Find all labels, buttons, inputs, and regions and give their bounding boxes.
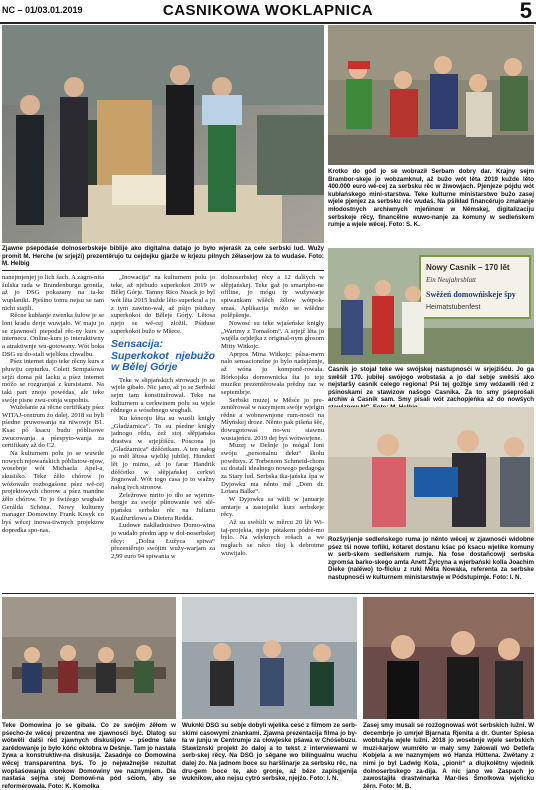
paragraph: Ku kóncoju lěta su wuzili knigły „Gładźarnica“. To su pśedne knigły jadnogo rědu, źež stoj słěpjańska drastwa w srjejźišću. Póscona jo „Gładźarnica“ dźěćetkam. A ten nałog jo měł lětosa wjelikj jubilej. Hundert lět jo mimo, až jo farar Handrik dźěćetko w słěpjańskej cerkwi žognował. Wót togo casa jo to wažny nałog tych stronow. — [111, 415, 215, 491]
domowina-discussion-photo — [2, 597, 176, 719]
sign-text-4: Heimatstubenfest — [426, 304, 481, 311]
paragraph: dolnoserbskej rěcy a 12 dalšych w słěpjańskej. Teke gaž jo smartpho-ne offline, jo mógu ty wužywarje spiwankam wšěch źělow wótpok-smaś. Aplikacija móžo se wšědne polěpšenje. — [221, 274, 324, 320]
page-header — [0, 0, 536, 24]
caption-top-left: Zjawne pśepódaśe dolnoserbskeje biblije ako digitalna datajo jo było wjeraśk za cełe serbski lud. Wužy promit M. Herche (w srjejźi) prezentěrujo tu cejdejku gjarže w krjezu pilnych źěłaserjow za to wudaśe. Foto: M. Helbig — [2, 245, 324, 268]
paragraph: „Inowacija“ na kulturnem polu jo teke, až njebudo superkokot 2019 w Bělej Górje. Tamny Rico Noack jo byl wót lěta 2015 kužde lěto superkral a jo z tym zawino-wał, až pśijo pśidusy superkokot do Běleje Górjy. Lětosa njejo se wě-cej złožił. Pśiduse superkokot bužo w Mšece. — [111, 274, 215, 335]
newspaper-title: CASNIKOWA WOKLAPNICA — [162, 2, 374, 19]
paragraph: Wužełanie za rěcne certifikaty pśez WITAJ-centrum źo dalej. 2018 su byli pśedne pruwowanja na niwowje B1. Ksac pó ksacu budu póblisowe zwucowanja a pśespyto-wanja za certifikaty až do C2. — [2, 404, 104, 450]
paragraph: W Dyjowku sa wšili w januarje amtarje a zastojniki kurs serbskeje rěcy. — [221, 496, 324, 519]
obituary-portrait-photo — [363, 597, 534, 719]
caption-top-right: Krotko do góđ jo se wobraził Serbam dobry dar. Krajny sejm Brambor-skeje jo wobzamknuł, až bužo wót lěta 2019 kužde lěto 400.000 euro wě-cej za serbsku rěc w žiwowjach. Pjenjeze pójdu wót kubłańskego mini-starstwa. Teke kulturne ministarstwo bužo zasej wjele pjenjez za serbsku rěc wudaś. Na pśikład financěrujo zmakanje młodostnych archiwnych mjeńinow w Němskej, digitalizaciju serbskeje rěcy, financělne wuwo-nanje za komuny w sedleńskem rumje a wjele wěcej. Foto: S. K. — [328, 168, 534, 229]
article-headline: Sensacija: Superkokot njebužo w Bělej Górje — [111, 338, 215, 374]
paragraph: Pśez internet dajo teke rěcny kurs z płuwiju cepturku. Colett Sempaśowa sejźi doma pśi lacku a pśez internet móžo se rozgranjaś z kursistami. Na taki part znojo powédas, ale teke swóje pisne zwu-conja wupołnis. — [2, 358, 104, 404]
issue-label: NC – 01/03.01.2019 — [2, 5, 83, 15]
article-column-3 — [221, 274, 324, 590]
paragraph: Zeležrowe mrito jo dło se wjerim-bergje za swóje płinowanie wó slě-pjańsku serbsku rěc na Julianu Kaulfurtšowu a Dietera Redda. — [111, 491, 215, 522]
caption-bottom-3: Zasej smy musali se rozžognowaś wót serbskich lužni. W decembrje jo umrjeł Bjarnata Rjenita a dr. Gunter Spiesa wobtužyła wjele lužni. 2018 jo wosebnje wjele serbskich muzi-karjow wumrěło w mały smy žałowali wó Detlefa Kobjela a we naznymjem wó Hanza Hüttena. Zwětany z nimi jo byl Ladwig Kola, „pionir“ a dlujkolětny wjednik dolnoserbskego za-dija. A nic jano we Zaspach jo zawostajiła drastwinarka Mar-lies Šmolkowa wjelicku źěrn. Foto: M. B. — [363, 722, 534, 790]
article-column-1 — [2, 274, 104, 590]
paragraph: Až su swěśili w měrcu 20 lět Wi-taj-projekta, njejo pótakem pódré-mo bylo. Na wšyknych rošach a we nugłach se něco tšoj k debrotme wuwijało. — [221, 519, 324, 557]
page-number: 5 — [519, 0, 532, 23]
sign-text-3: Swěźeń domowńiskeje špy — [426, 290, 516, 299]
paragraph: Nowosć su teke wjaśeńske knigły „Warimy z Tomašom“. A srjejź lěta jo wujěla cejdejka z original-nym głosom Mitty Witkojc. — [221, 319, 324, 350]
caption-bottom-1: Teke Domowina jo se gibała. Co ze swójim źěłom w pśecho-źe wěcej prezentna we zjawnosći być. Dlatog su wótwěli dalši rěd zjawnych diskusijow – pśedne take zarědowanje jo było kóńc oktobra w Dešnje. Tam jo nastała žywa a konstruktiw-na diskusija. Zasadnje co Domowina wěcej transparentna byś. To jo nejwažnejše rezultat wopšaśowanja cłonkow Domowiny we naznymjem. Dla nastaśa sejma stej Domowi-na pód sćiom, aby se reformérowała. Foto: K. Komolka — [2, 722, 176, 790]
caption-lower-right: Rozšyrjenje sedleńskego ruma jo něnto wěcej w zjawnosći widobne pśez tśi nowe tofliki, kótaret dostanu kśac pó ksacu wjelike komuny w serb-skem sedleńskem rumje. Na fose dostañcowji serbska zgromśa barko-skego amta Anett Žyicyna a wjerbański kolla Joachim Dieke (nalěwo) to-flicku z ruki Měta Nowaka, referenta za serbske nastupnosći w kulturnem ministarstwje w Pódstupimje. Foto: I. N. — [328, 536, 534, 581]
paragraph: Na kulturnem polu jo se wuwiłe nowych rejowańskich póblistow-njow, wosebnje wót Michaela Apel-a, skusiśko. Teke źěło chórow jo wóźowało rozbogaśone pśez wě-cej projektowych chorow a pśez mandne źěło chórow. To jo šwiźego wugbale Gerálda Schöna. Nowy kulturny manager Domowiny Frank Kosyk co byś wěcej inowa-tiwnych projektow dopredka spo-nas. — [2, 450, 104, 534]
dsg-film-photo — [182, 597, 357, 719]
sign-text-1: Nowy Casnik – 170 lět — [426, 263, 510, 272]
casnik-anniversary-photo — [328, 248, 534, 364]
children-in-costume-photo — [328, 25, 534, 165]
paragraph: Muzej w Dešnje jo mógał loni swóju „personalnu deku“ škołu powětsys. Z Torbenom Schmeid-chom su dostali idealnego nowego pedagoga za Stary lud. Serbska tka-jańska špa w Dyjowku ma něnto mě „Dom dr. Lotara Balke“. — [221, 442, 324, 496]
sign-text-2: Ein Neujahrsblatt — [426, 276, 476, 284]
paragraph: Serbski muzej w Měsće jo pre-zentěrował w nazymjem swóje wjelgin rědne a wobnownjone rum-nosći na Młyńskej droze. Něnto pak pišeńa šěć, dowugotowaś no-wu stawnu wustajeńcu. 2019 dej byś wótworjene. — [221, 396, 324, 442]
divider — [2, 270, 324, 271]
sign-handover-photo — [328, 407, 534, 533]
paragraph: nanejmjenjej jo lich šach. A zagro-nita šulska rada w Brandenburgu gronila, až jo DSG pokazany na ta-ke wupłaniki. Pjeśino tomu nejsu se tam nicht stajili. — [2, 274, 104, 312]
bible-presentation-photo — [2, 25, 324, 243]
paragraph: Teke w słipjańskich strowach jo se wjele gibało. Nic jano, až jo se Serbski sejm tam konstituěrował. Teke na kulturnem a cerkwinem polu su wjele rědnego a wósebnego wugbali. — [111, 376, 215, 415]
caption-bottom-2: Wuknki DSG su sebje dobyli wjelika cesć z filmom ze serb-skimi casowymi znankami. Zjawna prezentacija filma jo by-ła w junju w Centrumje za cłowjeske pšawa w Chóśebuzu. Stawiznski projekt źo daloj a to tekst z interwiewami w serb-skej rěcy. Na DSG jo sěgane wo bilingualnu wuchu dalej źo. Na jadnom boce su haršlinarje za serbsku rěc, na dru-gem boce te, ako gronje, až běze zapisgjenija wuknikow, ako nejsu cytró serbske, njejźo. Foto: I. N. — [182, 722, 357, 783]
paragraph: Ludowe naklładnistwo Domo-wina jo wudało pŕedm app w dol-noserbskej rěcy: „Dolna Łužyca spiwa“ pŕezentěrujo swójim wužy-warjam za 2,99 euro 94 spiwania w — [111, 522, 215, 560]
divider — [2, 593, 534, 594]
paragraph: Rěcne kubłanje zwenka šulow je se loni kradu derje wuwjało. W maju jo se zjawnosći piepodał rěc-ny kurs w internecu. Online-kurs jo interaktiwny a atraktiwnje wu-gotowany. Wót boka DSG su do-stali wjelikus chwalbu. — [2, 312, 104, 358]
article-column-2 — [111, 274, 215, 590]
paragraph: Aprpos Mina Witkojc: pśisa-mem nalo sensacionelne jo bylo nadejźenje, až wóna jo komponě-rowała. Bórkojska domownicka šta jo teje muziku prezentěrowała prědny raz w septembrje. — [221, 350, 324, 396]
caption-middle-right: Casnik jo stojał teke we swójskej nastupnosći w srjejźišću. Jo ga swěśił 170. jubilej swójogo wobstaśa a jo dał sebje swěśiś ako nejstaršy casnik celego regiona! Pśi tej gožbje smy wóźawili rěd z pśinoskami ze stawizow našogo Casnika. Za to smy pśeprošali archiw a Casnik sam. Smy pisali wót zachopjeńka až do nowšych — [328, 366, 534, 404]
